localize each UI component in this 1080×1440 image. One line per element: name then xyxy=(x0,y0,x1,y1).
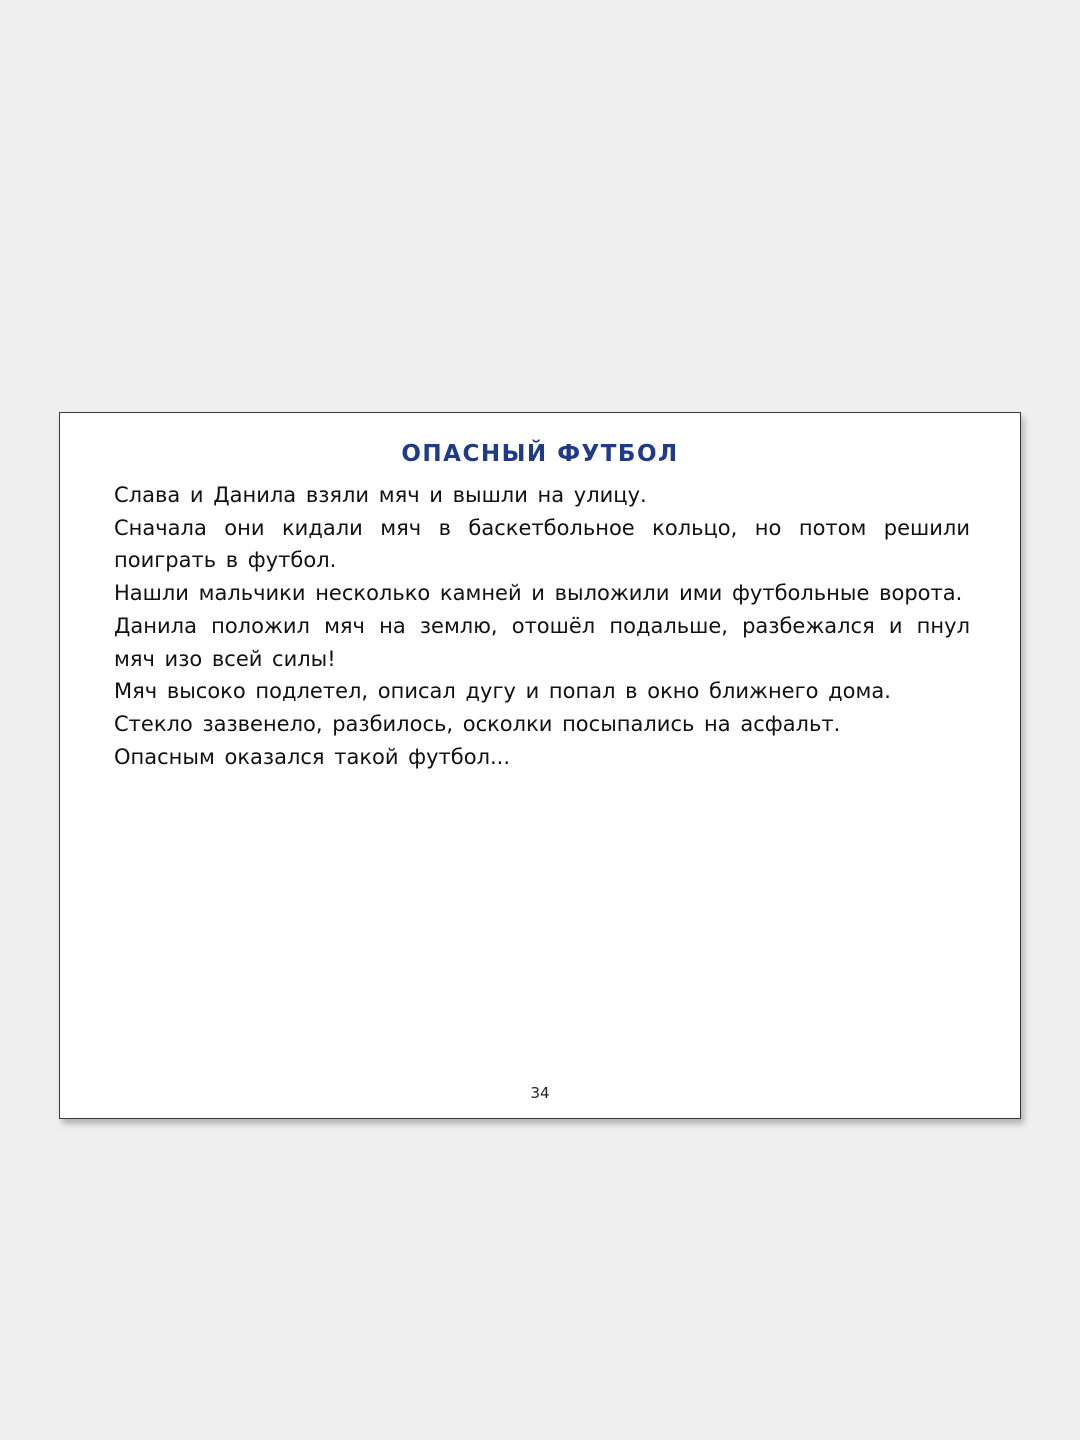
book-page xyxy=(59,412,1021,1119)
story-paragraph: Стекло зазвенело, разбилось, осколки посыпались на асфальт. xyxy=(114,711,841,736)
story-paragraph: Нашли мальчики несколько камней и выложили ими футбольные ворота. xyxy=(114,581,963,606)
story-title: ОПАСНЫЙ ФУТБОЛ xyxy=(401,441,679,467)
story-paragraph: Мяч высоко подлетел, описал дугу и попал в окно ближнего дома. xyxy=(114,679,891,704)
story-paragraph: Опасным оказался такой футбол... xyxy=(114,744,511,769)
story-body xyxy=(114,479,970,773)
story-paragraph: Сначала они кидали мяч в баскетбольное кольцо, но потом решили поиграть в футбол. xyxy=(114,515,970,573)
story-paragraph: Данила положил мяч на землю, отошёл подальше, разбежался и пнул мяч изо всей силы! xyxy=(114,613,970,671)
story-paragraph: Слава и Данила взяли мяч и вышли на улицу. xyxy=(114,483,647,507)
page-number: 34 xyxy=(530,1084,550,1102)
